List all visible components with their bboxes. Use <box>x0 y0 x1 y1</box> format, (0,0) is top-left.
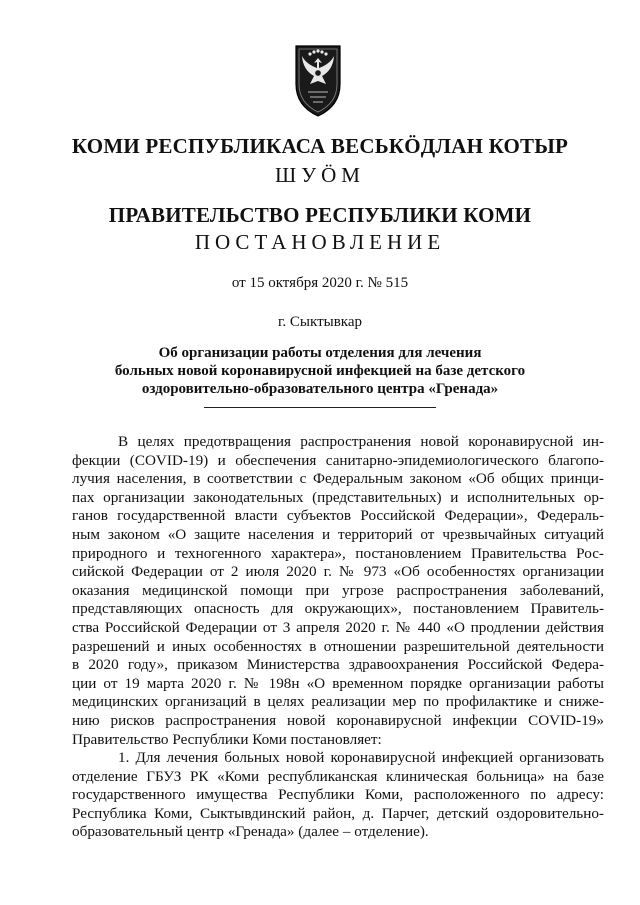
komi-government-name: КОМИ РЕСПУБЛИКАСА ВЕСЬКӦДЛАН КОТЫР <box>71 134 569 158</box>
body-line: ным законом «О защите населения и территорий от чрезвычайных ситуаций <box>72 525 604 543</box>
body-line: образовательный центр «Гренада» (далее – отделение). <box>72 823 429 841</box>
decree-title: ПОСТАНОВЛЕНИЕ <box>194 230 446 254</box>
body-line: ганов государственной власти субъектов Российской Федерации», Федераль- <box>72 507 604 525</box>
body-line: В целях предотвращения распространения новой коронавирусной ин- <box>118 433 604 450</box>
body-line: лучия населения, в соответствии с Федеральным законом «Об общих принци- <box>72 470 604 488</box>
body-line: ства Российской Федерации от 3 апреля 2020 г. № 440 «О продлении действия <box>72 618 604 636</box>
subject-line: Об организации работы отделения для лечения <box>158 345 482 361</box>
decree-body <box>72 433 604 842</box>
body-line: представляющих опасность для окружающих», постановлением Правитель- <box>72 600 604 618</box>
body-line: природного и техногенного характера», постановлением Правительства Рос- <box>72 544 604 562</box>
body-line: государственного имущества Республики Коми, расположенного по адресу: <box>72 786 604 804</box>
subject-line: больных новой коронавирусной инфекцией на базе детского <box>114 363 526 379</box>
body-line: сийской Федерации от 2 июля 2020 г. № 973 «Об особенностях организации <box>72 563 604 581</box>
subject-line: оздоровительно-образовательного центра «Гренада» <box>141 381 499 397</box>
body-line: фекции (COVID-19) и обеспечения санитарно-эпидемиологического благопо- <box>72 451 604 469</box>
russian-government-name: ПРАВИТЕЛЬСТВО РЕСПУБЛИКИ КОМИ <box>108 203 532 227</box>
body-line: оказания медицинской помощи при угрозе распространения заболеваний, <box>72 581 604 599</box>
body-line: пах организации законодательных (представительных) и исполнительных ор- <box>72 488 604 506</box>
body-line: отделение ГБУЗ РК «Коми республиканская клиническая больница» на базе <box>72 767 604 785</box>
decree-subject <box>0 344 640 398</box>
divider-line <box>204 407 436 408</box>
coat-of-arms-icon <box>286 40 350 120</box>
body-line: ции от 19 марта 2020 г. № 198н «О временном порядке организации работы <box>72 674 604 692</box>
komi-decree-title: ШУӦМ <box>275 163 365 187</box>
body-line: медицинских организаций в целях реализации мер по профилактике и сниже- <box>72 693 604 711</box>
body-line: Республика Коми, Сыктывдинский район, д. Парчег, детский оздоровительно- <box>72 804 604 822</box>
body-line: 1. Для лечения больных новой коронавирусной инфекцией организовать <box>118 749 604 767</box>
decree-date-number: от 15 октября 2020 г. № 515 <box>231 275 409 291</box>
decree-city: г. Сыктывкар <box>277 314 363 330</box>
body-line: разрешений и иных особенностях в отношении разрешительной деятельности <box>72 637 604 655</box>
body-line: Правительство Республики Коми постановляет: <box>72 730 382 748</box>
body-line: в 2020 году», приказом Министерства здравоохранения Российской Федера- <box>72 656 604 674</box>
body-line: нию рисков распространения новой коронавирусной инфекции COVID-19» <box>72 711 604 729</box>
